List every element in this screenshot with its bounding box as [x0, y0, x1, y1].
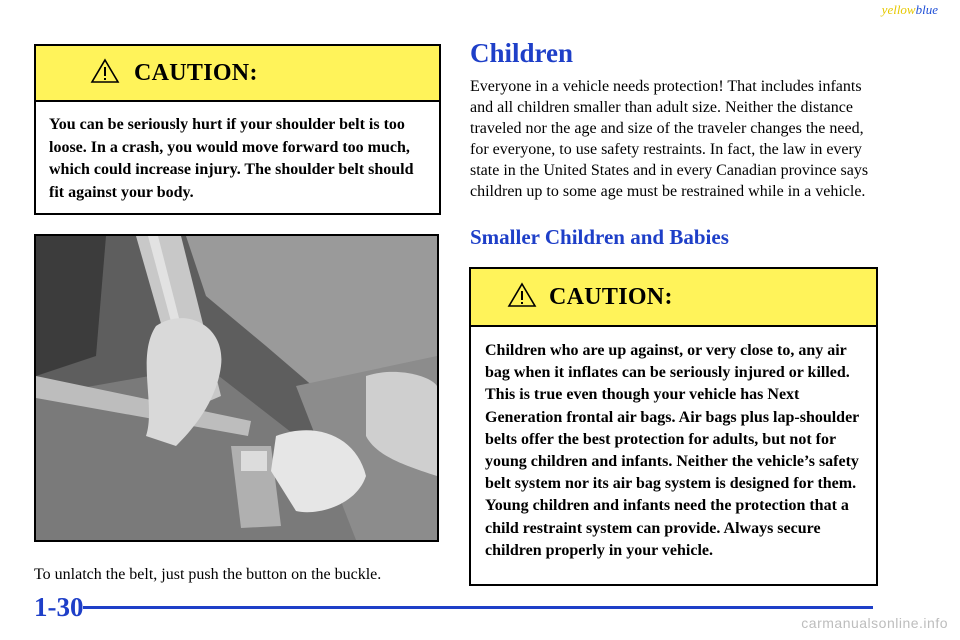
caution-text: You can be seriously hurt if your shoulder belt is too loose. In a crash, you would move forward too much, which could increase injury. The shoulder belt should fit against your body.	[49, 116, 414, 201]
caution-title: CAUTION:	[134, 59, 258, 86]
section-subheading: Smaller Children and Babies	[470, 225, 729, 249]
caution-header	[36, 46, 439, 102]
warning-triangle-icon	[90, 58, 120, 89]
caution-box-air-bag	[469, 267, 878, 586]
corner-label	[882, 2, 938, 18]
caution-header	[471, 269, 876, 327]
caution-box-shoulder-belt	[34, 44, 441, 215]
caution-title: CAUTION:	[549, 283, 673, 310]
corner-label-blue: blue	[915, 2, 938, 17]
footer-rule	[83, 606, 873, 609]
seatbelt-buckle-illustration	[34, 234, 439, 542]
caution-text: Children who are up against, or very close to, any air bag when it inflates can be seriously injured or killed. This is true even though your vehicle has Next Generation frontal air bags. Air bags plus lap-shoulder belts offer the best protection for adults, but not for young children and infants. Neither the vehicle’s safety belt system nor its air bag system is designed for them. Young children and infants need the protection that a child restraint system can provide. Always secure children properly in your vehicle.	[485, 342, 859, 559]
illustration-caption: To unlatch the belt, just push the button on the buckle.	[34, 566, 382, 583]
warning-triangle-icon	[507, 282, 537, 313]
section-body: Everyone in a vehicle needs protection! That includes infants and all children smaller than adult size. Neither the distance traveled nor the age and size of the traveler changes the need, for everyone, to use safety restraints. In fact, the law in every state in the United States and in every Canadian province says children up to some age must be restrained while in a vehicle.	[470, 78, 869, 200]
page-number: 1-30	[34, 592, 84, 622]
site-watermark: carmanualsonline.info	[801, 615, 948, 631]
section-heading: Children	[470, 38, 574, 68]
corner-label-yellow: yellow	[881, 2, 916, 17]
